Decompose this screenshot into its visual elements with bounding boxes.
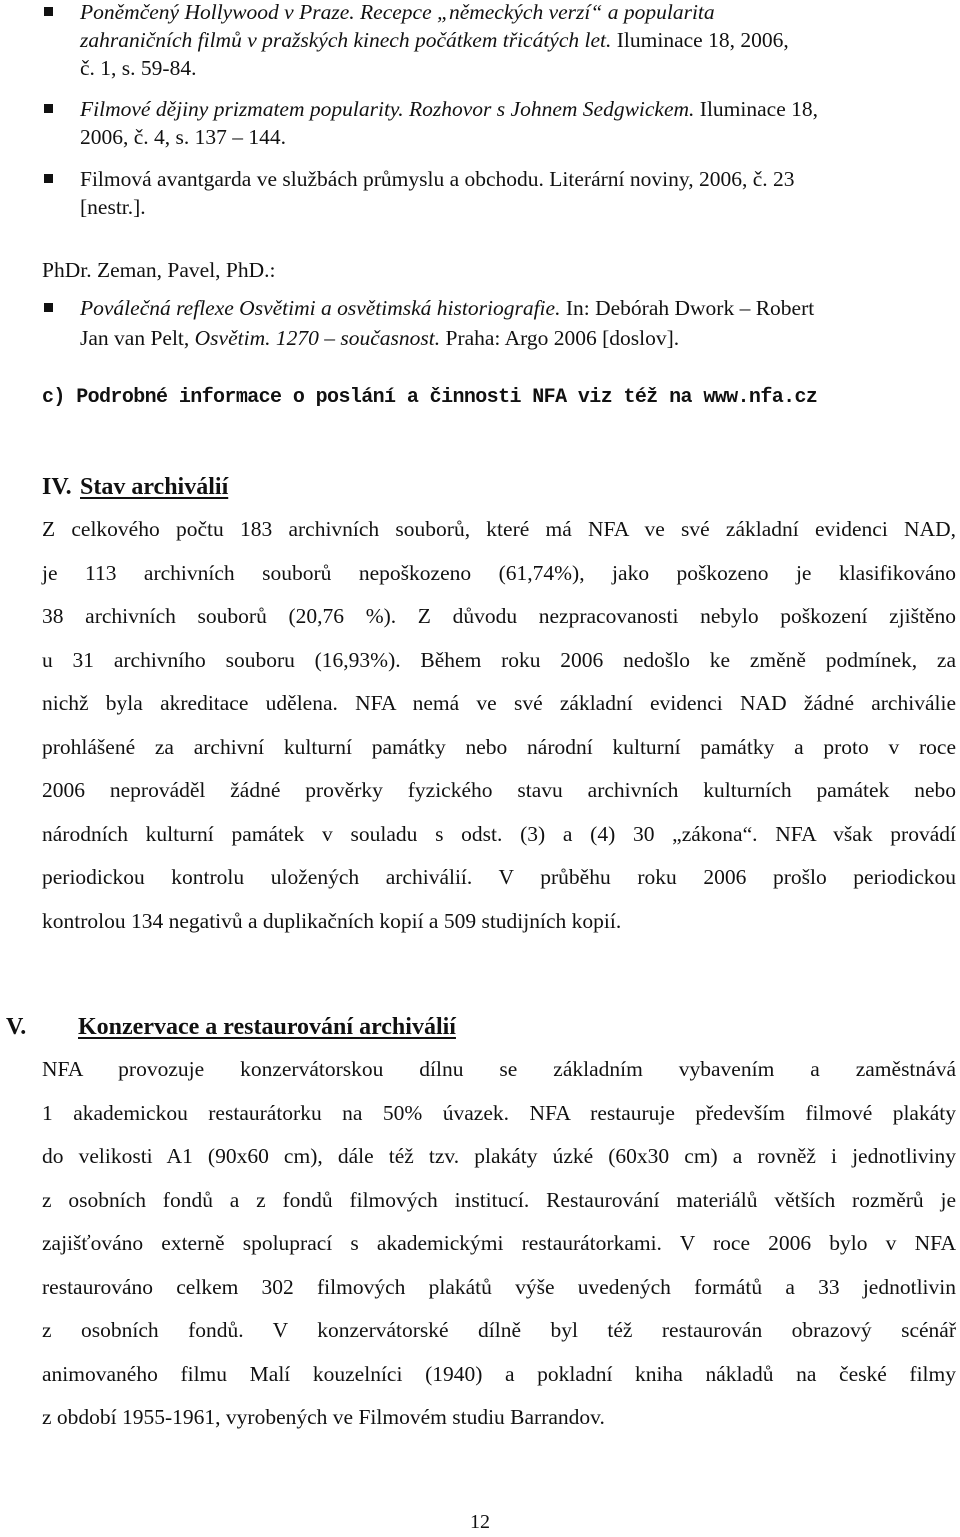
bibliography-line: [80, 121, 956, 153]
citation-text: Iluminace 18,: [694, 97, 819, 121]
citation-text: [nestr.].: [80, 195, 146, 219]
section-title: Stav archiválií: [80, 474, 229, 500]
paragraph-line: u 31 archivního souboru (16,93%). Během roku 2006 nedošlo ke změně podmínek, za: [42, 647, 956, 672]
citation-text: zahraničních filmů v pražských kinech počátkem třicátých let.: [80, 28, 612, 52]
citation-text: Iluminace 18, 2006,: [611, 28, 789, 52]
section-number: V.: [6, 1014, 27, 1040]
paragraph-line: NFA provozuje konzervátorskou dílnu se základním vybavením a zaměstnává: [42, 1057, 956, 1081]
paragraph-line: Z celkového počtu 183 archivních souborů, které má NFA ve své základní evidenci NAD,: [42, 517, 956, 541]
section-title: Konzervace a restaurování archiválií: [78, 1014, 456, 1040]
paragraph-line: je 113 archivních souborů nepoškozeno (61,74%), jako poškozeno je klasifikováno: [42, 560, 956, 585]
bullet-square-icon: [44, 104, 53, 113]
bullet-square-icon: [44, 174, 53, 183]
citation-text: Poněmčený Hollywood v Praze. Recepce „německých verzí“ a popularita: [80, 0, 715, 24]
citation-text: Jan van Pelt,: [80, 326, 195, 350]
bibliography-line: [80, 191, 956, 223]
citation-text: Praha: Argo 2006 [doslov].: [440, 326, 680, 350]
paragraph-line: nichž byla akreditace udělena. NFA nemá ve své základní evidenci NAD žádné archiválie: [42, 691, 956, 715]
section-number: IV.: [42, 474, 72, 500]
paragraph-line: animovaného filmu Malí kouzelníci (1940) a pokladní kniha nákladů na české filmy: [42, 1361, 956, 1386]
paragraph-line: z osobních fondů. V konzervátorské dílně byl též restaurován obrazový scénář: [42, 1318, 956, 1342]
paragraph-line: z osobních fondů a z fondů filmových institucí. Restaurování materiálů větších rozměrů je: [42, 1187, 956, 1212]
citation-text: 2006, č. 4, s. 137 – 144.: [80, 125, 287, 149]
bibliography-line: [80, 322, 956, 354]
bibliography-line: [80, 52, 956, 84]
author-name: PhDr. Zeman, Pavel, PhD.:: [42, 258, 276, 282]
section-v-paragraph: [42, 1048, 956, 1440]
paragraph-line: z období 1955-1961, vyrobených ve Filmovém studiu Barrandov.: [42, 1405, 605, 1429]
section-v-heading: [6, 1011, 456, 1043]
section-iv-paragraph: [42, 508, 956, 943]
bullet-square-icon: [44, 7, 53, 16]
paragraph-line: 1 akademickou restaurátorku na 50% úvazek. NFA restauruje především filmové plakáty: [42, 1100, 956, 1125]
paragraph-line: 2006 neprováděl žádné prověrky fyzického stavu archivních kulturních památek nebo: [42, 778, 956, 802]
citation-text: Filmová avantgarda ve službách průmyslu a obchodu. Literární noviny, 2006, č. 23: [80, 167, 795, 191]
paragraph-line: národních kulturní památek v souladu s odst. (3) a (4) 30 „zákona“. NFA však provádí: [42, 821, 956, 846]
citation-text: In: Debórah Dwork – Robert: [560, 296, 815, 320]
paragraph-line: kontrolou 134 negativů a duplikačních kopií a 509 studijních kopií.: [42, 908, 622, 933]
citation-text: Filmové dějiny prizmatem popularity. Rozhovor s Johnem Sedgwickem.: [80, 97, 695, 121]
page-number: 12: [470, 1511, 490, 1533]
info-line: c) Podrobné informace o poslání a činnosti NFA viz též na www.nfa.cz: [42, 386, 818, 409]
paragraph-line: prohlášené za archivní kulturní památky nebo národní kulturní památky a proto v roce: [42, 734, 956, 759]
paragraph-line: 38 archivních souborů (20,76 %). Z důvodu nezpracovanosti nebylo poškození zjištěno: [42, 604, 956, 628]
paragraph-line: restaurováno celkem 302 filmových plakátů výše uvedených formátů a 33 jednotlivin: [42, 1274, 956, 1299]
citation-text: č. 1, s. 59-84.: [80, 56, 197, 80]
bibliography-line: [80, 292, 956, 324]
paragraph-line: zajišťováno externě spoluprací s akademickými restaurátorkami. V roce 2006 bylo v NFA: [42, 1231, 956, 1255]
citation-text: Poválečná reflexe Osvětimi a osvětimská historiografie.: [80, 296, 561, 320]
paragraph-line: periodickou kontrolu uložených archiválií. V průběhu roku 2006 prošlo periodickou: [42, 865, 956, 889]
bullet-square-icon: [44, 303, 53, 312]
citation-text: Osvětim. 1270 – současnost.: [194, 326, 441, 350]
section-iv-heading: [42, 471, 228, 503]
paragraph-line: do velikosti A1 (90x60 cm), dále též tzv. plakáty úzké (60x30 cm) a rovněž i jednotliviny: [42, 1144, 956, 1168]
